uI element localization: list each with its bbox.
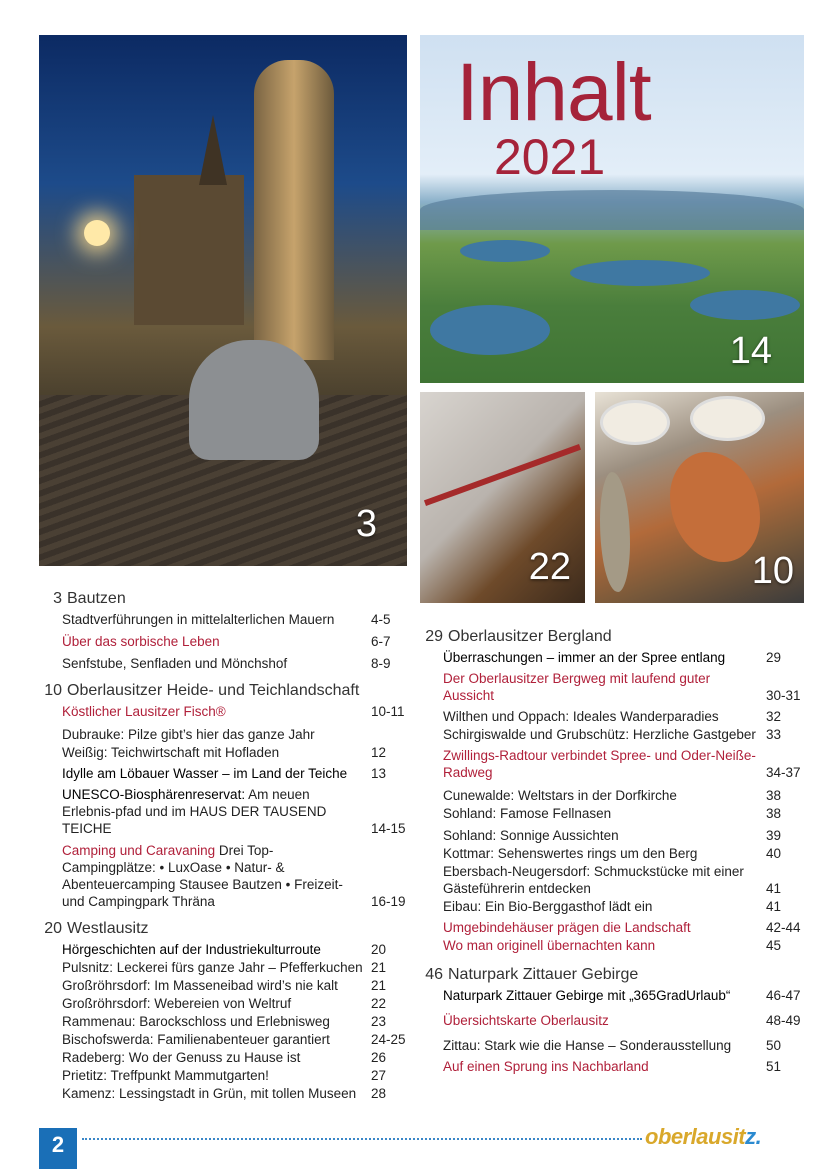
toc-entry[interactable] [62, 726, 409, 743]
entry-title: Naturpark Zittauer Gebirge mit „365GradUrlaub“ [443, 988, 731, 1003]
toc-left-column [39, 584, 409, 1103]
entry-title: Eibau: Ein Bio-Berggasthof lädt ein [443, 899, 653, 914]
tower-shape [254, 60, 334, 360]
toc-entry[interactable] [443, 863, 804, 897]
entry-title: Sohland: Famose Fellnasen [443, 806, 612, 821]
entry-title: Radeberg: Wo der Genuss zu Hause ist [62, 1050, 301, 1065]
entry-title-lead: UNESCO-Biosphärenreservat: [62, 787, 246, 802]
entry-page: 42-44 [766, 920, 801, 935]
entry-page: 38 [766, 806, 782, 821]
entry-page: 40 [766, 846, 782, 861]
toc-entry[interactable] [443, 805, 804, 822]
toc-entry[interactable] [62, 744, 409, 761]
entry-title: Übersichtskarte Oberlausitz [443, 1013, 609, 1028]
toc-entry[interactable] [62, 765, 409, 782]
entry-page: 28 [371, 1086, 387, 1101]
toc-entry[interactable] [443, 898, 804, 915]
entry-page: 21 [371, 978, 387, 993]
section-title: Westlausitz [67, 920, 149, 937]
toc-entry[interactable] [443, 787, 804, 804]
toc-entry[interactable] [62, 786, 409, 837]
church-shape [134, 175, 244, 325]
toc-entry[interactable] [443, 827, 804, 844]
entry-page: 45 [766, 938, 782, 953]
page-number-badge: 2 [39, 1128, 77, 1169]
toc-entry[interactable] [443, 919, 804, 936]
entry-page: 24-25 [371, 1032, 406, 1047]
logo-text: oberlausit [645, 1124, 746, 1149]
toc-entry[interactable] [62, 611, 409, 628]
entry-title: Sohland: Sonnige Aussichten [443, 828, 619, 843]
entry-page: 50 [766, 1038, 782, 1053]
entry-page: 20 [371, 942, 387, 957]
entry-title-lead: Camping und Caravaning [62, 843, 216, 858]
entry-title: Der Oberlausitzer Bergweg mit laufend guter Aussicht [443, 671, 711, 703]
entry-title: Kamenz: Lessingstadt in Grün, mit tollen Museen [62, 1086, 357, 1101]
fish-shape [670, 452, 760, 562]
toc-entry[interactable] [443, 1058, 804, 1075]
bautzen-photo [39, 35, 407, 566]
toc-section-heading[interactable] [39, 682, 409, 699]
entry-title: Auf einen Sprung ins Nachbarland [443, 1059, 649, 1074]
entry-page: 46-47 [766, 988, 801, 1003]
entry-page: 34-37 [766, 765, 801, 780]
toc-entry[interactable] [443, 670, 804, 704]
entry-page: 10-11 [371, 704, 405, 719]
entry-page: 30-31 [766, 688, 801, 703]
entry-page: 27 [371, 1068, 387, 1083]
toc-entry[interactable] [443, 726, 804, 743]
vintage-car [189, 340, 319, 460]
toc-entry[interactable] [62, 703, 409, 720]
lake-shape [690, 290, 800, 320]
entry-page: 22 [371, 996, 387, 1011]
entry-title: Ebersbach-Neugersdorf: Schmuckstücke mit einer Gästeführerin entdecken [443, 864, 744, 896]
entry-title: Schirgiswalde und Grubschütz: Herzliche Gastgeber [443, 727, 756, 742]
photo-page-number: 14 [729, 330, 772, 372]
section-title: Oberlausitzer Bergland [448, 628, 612, 645]
entry-title: Rammenau: Barockschloss und Erlebnisweg [62, 1014, 330, 1029]
section-number: 3 [53, 590, 62, 607]
toc-entry[interactable] [443, 1012, 804, 1029]
toc-entry[interactable] [62, 959, 409, 976]
entry-page: 16-19 [371, 894, 406, 909]
entry-page: 13 [371, 766, 387, 781]
toc-entry[interactable] [62, 977, 409, 994]
section-title: Bautzen [67, 590, 126, 607]
photo-page-number: 10 [751, 550, 794, 592]
toc-entry[interactable] [62, 1085, 409, 1102]
entry-page: 21 [371, 960, 387, 975]
entry-title: Umgebindehäuser prägen die Landschaft [443, 920, 691, 935]
photo-page-number: 3 [355, 503, 377, 545]
entry-title: Pulsnitz: Leckerei fürs ganze Jahr – Pfefferkuchen [62, 960, 363, 975]
entry-title: Großröhrsdorf: Webereien von Weltruf [62, 996, 292, 1011]
bowl-shape [690, 396, 765, 441]
entry-title: Am neuen Erlebnis-pfad und im HAUS DER TAUSEND TEICHE [62, 787, 327, 836]
entry-title: Kottmar: Sehenswertes rings um den Berg [443, 846, 698, 861]
toc-entry[interactable] [443, 708, 804, 725]
toc-entry[interactable] [62, 1049, 409, 1066]
church-spire [199, 115, 227, 185]
page-year: 2021 [494, 129, 606, 185]
entry-title: Idylle am Löbauer Wasser – im Land der Teiche [62, 766, 348, 781]
entry-title: Dubrauke: Pilze gibt’s hier das ganze Jahr [62, 727, 315, 742]
bowl-shape [600, 400, 670, 445]
entry-page: 4-5 [371, 612, 391, 627]
entry-title: Zwillings-Radtour verbindet Spree- und Oder-Neiße-Radweg [443, 748, 756, 780]
toc-entry[interactable] [443, 649, 804, 666]
toc-entry[interactable] [443, 1037, 804, 1054]
toc-entry[interactable] [443, 937, 804, 954]
toc-section-heading[interactable] [420, 628, 804, 645]
toc-entry[interactable] [62, 655, 409, 672]
entry-title: Bischofswerda: Familienabenteuer garantiert [62, 1032, 330, 1047]
street-lamp [84, 220, 110, 246]
fish-photo [595, 392, 804, 603]
entry-title: Zittau: Stark wie die Hanse – Sonderausstellung [443, 1038, 732, 1053]
page-title: Inhalt [456, 47, 651, 138]
lake-shape [460, 240, 550, 262]
toc-entry[interactable] [443, 747, 804, 781]
section-title: Naturpark Zittauer Gebirge [448, 966, 639, 983]
entry-title: Über das sorbische Leben [62, 634, 220, 649]
entry-title: Hörgeschichten auf der Industriekulturroute [62, 942, 321, 957]
entry-page: 32 [766, 709, 782, 724]
section-number: 29 [425, 628, 443, 645]
entry-title: Köstlicher Lausitzer Fisch® [62, 704, 226, 719]
entry-page: 26 [371, 1050, 387, 1065]
toc-entry[interactable] [62, 941, 409, 958]
entry-page: 48-49 [766, 1013, 801, 1028]
toc-entry[interactable] [443, 987, 804, 1004]
fish-shape [600, 472, 630, 592]
footer-dotted-line [82, 1138, 642, 1140]
photo-page-number: 22 [528, 546, 571, 588]
entry-page: 39 [766, 828, 782, 843]
entry-title: Stadtverführungen in mittelalterlichen Mauern [62, 612, 335, 627]
entry-page: 38 [766, 788, 782, 803]
toc-entry[interactable] [62, 633, 409, 650]
entry-title: Großröhrsdorf: Im Masseneibad wird’s nie kalt [62, 978, 338, 993]
entry-page: 12 [371, 745, 387, 760]
bike-cable [424, 444, 581, 506]
entry-page: 51 [766, 1059, 782, 1074]
section-number: 20 [44, 920, 62, 937]
toc-section-heading[interactable] [420, 966, 804, 983]
entry-page: 41 [766, 881, 782, 896]
section-number: 46 [425, 966, 443, 983]
toc-section-heading[interactable] [39, 920, 409, 937]
entry-title: Prietitz: Treffpunkt Mammutgarten! [62, 1068, 269, 1083]
entry-title: Überraschungen – immer an der Spree entlang [443, 650, 726, 665]
entry-title: Wilthen und Oppach: Ideales Wanderparadies [443, 709, 719, 724]
toc-entry[interactable] [62, 995, 409, 1012]
entry-title: Weißig: Teichwirtschaft mit Hofladen [62, 745, 280, 760]
entry-page: 23 [371, 1014, 387, 1029]
section-title: Oberlausitzer Heide- und Teichlandschaft [67, 682, 360, 699]
toc-entry[interactable] [62, 842, 409, 910]
lake-shape [430, 305, 550, 355]
logo-text-end: z. [745, 1124, 762, 1149]
entry-page: 29 [766, 650, 782, 665]
entry-page: 14-15 [371, 821, 406, 836]
toc-section-heading[interactable] [39, 590, 409, 607]
hills-shape [420, 190, 804, 230]
entry-title: Cunewalde: Weltstars in der Dorfkirche [443, 788, 677, 803]
entry-title: Wo man originell übernachten kann [443, 938, 656, 953]
bike-photo [420, 392, 585, 603]
entry-page: 41 [766, 899, 782, 914]
toc-right-column [420, 622, 804, 1079]
toc-entry[interactable] [62, 1067, 409, 1084]
toc-entry[interactable] [443, 845, 804, 862]
entry-title: Senfstube, Senfladen und Mönchshof [62, 656, 288, 671]
oberlausitz-logo [645, 1124, 761, 1150]
toc-entry[interactable] [62, 1031, 409, 1048]
lake-shape [570, 260, 710, 286]
entry-page: 33 [766, 727, 782, 742]
entry-page: 6-7 [371, 634, 391, 649]
entry-page: 8-9 [371, 656, 391, 671]
entry-title: Drei Top-Campingplätze: • LuxOase • Natur- & Abenteuercamping Stausee Bautzen • Freizeit- und Campingpark Thräna [62, 843, 343, 909]
toc-entry[interactable] [62, 1013, 409, 1030]
section-number: 10 [44, 682, 62, 699]
